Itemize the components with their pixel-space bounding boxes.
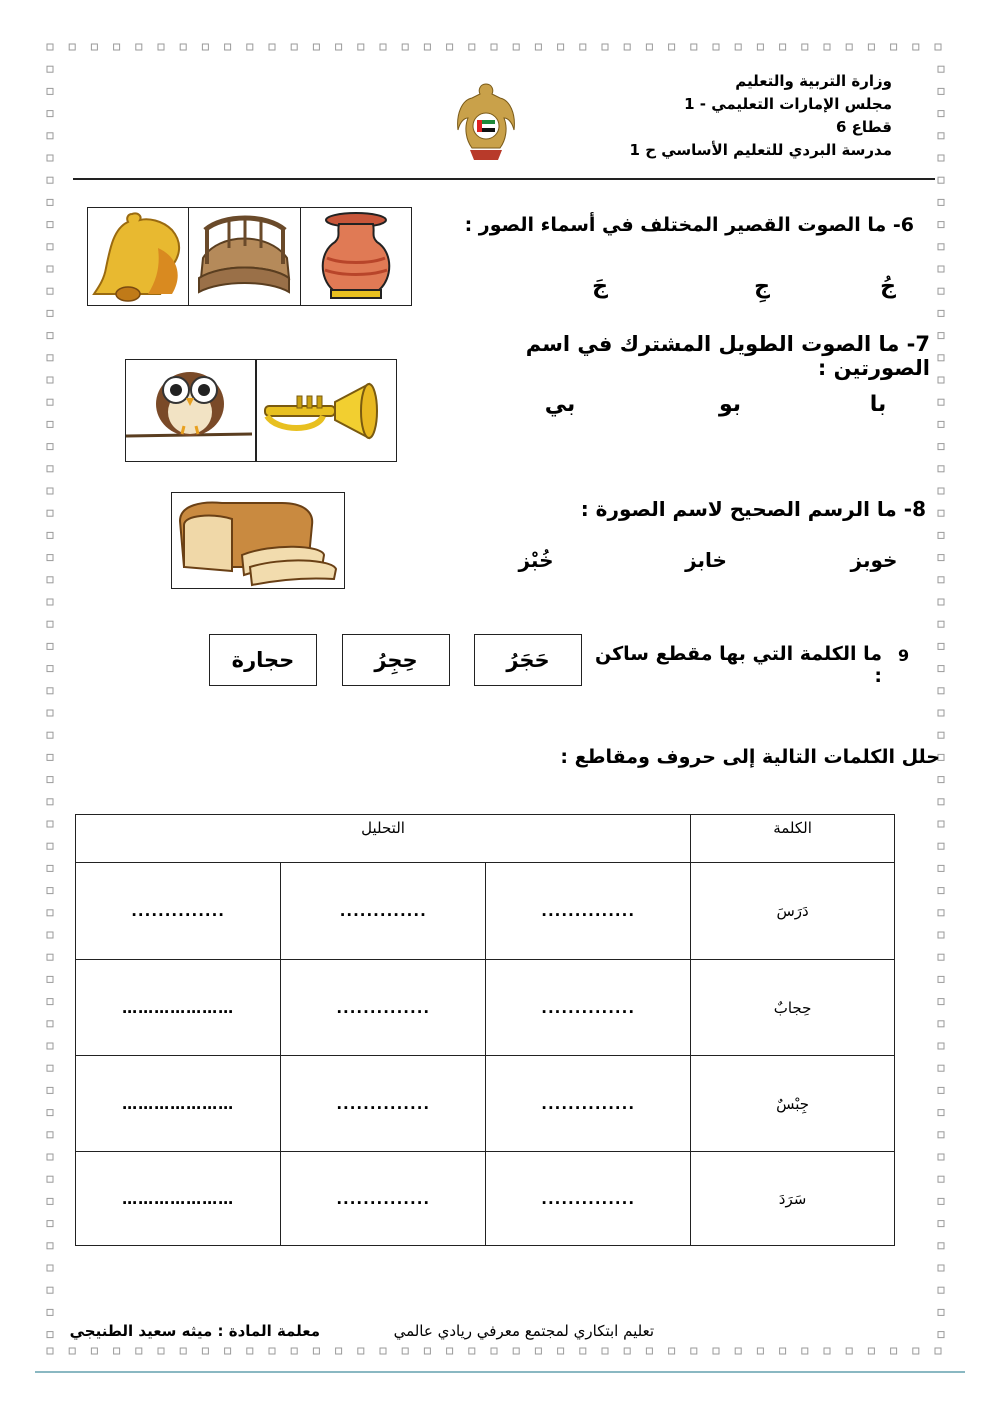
border-square	[47, 399, 53, 405]
border-square	[47, 843, 53, 849]
border-square	[47, 421, 53, 427]
answer-cell[interactable]: …………………	[76, 1152, 281, 1246]
border-square	[91, 1348, 97, 1354]
border-square	[602, 44, 608, 50]
border-square	[938, 954, 944, 960]
border-square	[47, 510, 53, 516]
border-square	[247, 1348, 253, 1354]
border-square	[938, 399, 944, 405]
word-header: الكلمة	[691, 815, 895, 863]
border-square	[47, 244, 53, 250]
border-square	[47, 643, 53, 649]
border-square	[47, 1243, 53, 1249]
border-square	[47, 976, 53, 982]
q8-option-3[interactable]: خُبْز	[518, 548, 554, 572]
footer-teacher: معلمة المادة : ميثه سعيد الطنيجي	[69, 1322, 320, 1340]
border-square	[491, 1348, 497, 1354]
footer-slogan: تعليم ابتكاري لمجتمع معرفي ريادي عالمي	[393, 1322, 654, 1340]
border-square	[913, 44, 919, 50]
answer-cell[interactable]: ..............	[281, 960, 486, 1056]
border-square	[624, 1348, 630, 1354]
border-square	[938, 444, 944, 450]
table-row	[76, 1152, 895, 1246]
border-square	[938, 532, 944, 538]
border-square	[313, 1348, 319, 1354]
border-square	[891, 1348, 897, 1354]
border-square	[47, 1065, 53, 1071]
border-square	[624, 44, 630, 50]
border-square	[735, 44, 741, 50]
analysis-header: التحليل	[76, 815, 691, 863]
border-square	[47, 333, 53, 339]
border-square	[136, 1348, 142, 1354]
word-cell: دَرَسَ	[691, 863, 895, 960]
border-square	[424, 44, 430, 50]
border-square	[938, 510, 944, 516]
border-square	[47, 222, 53, 228]
q6-option-1[interactable]: جُ	[880, 274, 896, 299]
border-square	[47, 799, 53, 805]
border-square	[247, 44, 253, 50]
border-square	[47, 932, 53, 938]
border-square	[469, 1348, 475, 1354]
border-square	[269, 1348, 275, 1354]
answer-cell[interactable]: ..............	[76, 863, 281, 960]
q6-option-3[interactable]: جَ	[592, 274, 608, 299]
border-square	[225, 44, 231, 50]
border-square	[938, 710, 944, 716]
answer-cell[interactable]: …………………	[76, 1056, 281, 1152]
border-square	[202, 1348, 208, 1354]
border-square	[336, 1348, 342, 1354]
border-square	[938, 555, 944, 561]
word-cell: سَرَدَ	[691, 1152, 895, 1246]
border-square	[47, 288, 53, 294]
border-square	[938, 1287, 944, 1293]
answer-cell[interactable]: …………………	[76, 960, 281, 1056]
border-square	[938, 377, 944, 383]
border-square	[938, 666, 944, 672]
school-header	[532, 70, 892, 162]
border-square	[513, 44, 519, 50]
border-square	[646, 44, 652, 50]
border-square	[47, 199, 53, 205]
q7-images	[125, 359, 397, 462]
answer-cell[interactable]: ..............	[281, 1152, 486, 1246]
border-square	[780, 1348, 786, 1354]
bell-image	[87, 207, 189, 306]
border-square	[47, 1087, 53, 1093]
border-square	[47, 1309, 53, 1315]
border-square	[225, 1348, 231, 1354]
border-square	[824, 44, 830, 50]
border-square	[938, 1110, 944, 1116]
border-square	[380, 1348, 386, 1354]
border-square	[47, 1265, 53, 1271]
question-7-text: 7- ما الصوت الطويل المشترك في اسم الصورتين :	[525, 332, 930, 380]
border-square	[47, 599, 53, 605]
border-square	[669, 1348, 675, 1354]
border-square	[691, 44, 697, 50]
border-square	[938, 577, 944, 583]
border-square	[114, 44, 120, 50]
border-square	[47, 310, 53, 316]
border-square	[47, 910, 53, 916]
border-square	[47, 1110, 53, 1116]
border-square	[938, 999, 944, 1005]
border-square	[938, 976, 944, 982]
border-square	[447, 44, 453, 50]
border-square	[938, 1332, 944, 1338]
border-square	[780, 44, 786, 50]
border-square	[938, 488, 944, 494]
border-square	[402, 1348, 408, 1354]
q9-option-3[interactable]: حجارة	[209, 634, 317, 686]
border-square	[535, 1348, 541, 1354]
answer-cell[interactable]: ..............	[281, 1056, 486, 1152]
border-square	[424, 1348, 430, 1354]
border-square	[938, 111, 944, 117]
border-square	[713, 44, 719, 50]
word-cell: جِبْسٌ	[691, 1056, 895, 1152]
border-square	[938, 244, 944, 250]
border-square	[69, 1348, 75, 1354]
border-square	[938, 821, 944, 827]
border-square	[938, 732, 944, 738]
border-square	[47, 88, 53, 94]
border-square	[938, 888, 944, 894]
sector-name: قطاع 6	[836, 118, 892, 136]
border-square	[47, 1021, 53, 1027]
border-square	[938, 1176, 944, 1182]
answer-cell[interactable]: ..............	[486, 1152, 691, 1246]
border-square	[938, 865, 944, 871]
border-square	[938, 1198, 944, 1204]
border-square	[47, 821, 53, 827]
answer-cell[interactable]: .............	[281, 863, 486, 960]
border-square	[47, 688, 53, 694]
border-square	[938, 155, 944, 161]
border-square	[114, 1348, 120, 1354]
border-square	[291, 1348, 297, 1354]
border-square	[47, 355, 53, 361]
border-square	[938, 1132, 944, 1138]
uae-emblem-icon	[450, 78, 522, 168]
border-square	[558, 44, 564, 50]
border-square	[868, 1348, 874, 1354]
council-name: مجلس الإمارات التعليمي - 1	[684, 95, 892, 113]
analysis-title: حلل الكلمات التالية إلى حروف ومقاطع :	[560, 746, 940, 768]
border-square	[935, 1348, 941, 1354]
border-square	[47, 1176, 53, 1182]
border-square	[158, 1348, 164, 1354]
border-square	[938, 1021, 944, 1027]
question-9-number: 9	[898, 646, 910, 665]
border-square	[202, 44, 208, 50]
border-square	[913, 1348, 919, 1354]
border-square	[47, 532, 53, 538]
trumpet-image	[257, 360, 396, 461]
border-square	[938, 599, 944, 605]
table-row	[76, 863, 895, 960]
border-square	[47, 1221, 53, 1227]
border-square	[691, 1348, 697, 1354]
border-square	[935, 44, 941, 50]
border-square	[291, 44, 297, 50]
q6-option-2[interactable]: جِ	[754, 274, 770, 299]
q7-option-2[interactable]: بو	[718, 392, 742, 417]
border-square	[735, 1348, 741, 1354]
border-square	[47, 754, 53, 760]
border-square	[938, 333, 944, 339]
border-square	[580, 1348, 586, 1354]
border-square	[313, 44, 319, 50]
answer-cell[interactable]: ..............	[486, 960, 691, 1056]
border-square	[938, 643, 944, 649]
border-square	[47, 954, 53, 960]
border-square	[938, 66, 944, 72]
border-square	[669, 44, 675, 50]
border-square	[802, 44, 808, 50]
header-divider	[73, 178, 935, 180]
q8-option-1[interactable]: خوبز	[850, 548, 898, 572]
word-cell: حِجابٌ	[691, 960, 895, 1056]
border-square	[646, 1348, 652, 1354]
border-square	[380, 44, 386, 50]
border-square	[47, 111, 53, 117]
border-square	[846, 44, 852, 50]
border-square	[938, 133, 944, 139]
border-square	[535, 44, 541, 50]
border-square	[447, 1348, 453, 1354]
border-square	[491, 44, 497, 50]
border-square	[47, 444, 53, 450]
border-square	[757, 44, 763, 50]
border-square	[938, 621, 944, 627]
border-square	[69, 44, 75, 50]
border-square	[938, 310, 944, 316]
border-square	[47, 732, 53, 738]
border-square	[938, 421, 944, 427]
answer-cell[interactable]: ..............	[486, 1056, 691, 1152]
school-name: مدرسة البردي للتعليم الأساسي ح 1	[629, 141, 892, 159]
bridge-image	[188, 207, 301, 306]
border-square	[580, 44, 586, 50]
border-square	[938, 288, 944, 294]
border-square	[180, 44, 186, 50]
border-square	[938, 799, 944, 805]
border-square	[938, 688, 944, 694]
border-square	[938, 1221, 944, 1227]
border-square	[938, 199, 944, 205]
border-square	[938, 355, 944, 361]
border-square	[938, 777, 944, 783]
border-square	[47, 710, 53, 716]
border-square	[47, 155, 53, 161]
table-row	[76, 960, 895, 1056]
border-square	[938, 1309, 944, 1315]
border-square	[713, 1348, 719, 1354]
border-square	[136, 44, 142, 50]
border-square	[802, 1348, 808, 1354]
border-square	[47, 466, 53, 472]
border-square	[47, 266, 53, 272]
border-square	[47, 621, 53, 627]
question-8-text: 8- ما الرسم الصحيح لاسم الصورة :	[580, 497, 926, 521]
border-square	[47, 888, 53, 894]
q9-option-2[interactable]: حِجِرُ	[342, 634, 450, 686]
border-square	[47, 66, 53, 72]
border-square	[180, 1348, 186, 1354]
question-6-text: 6- ما الصوت القصير المختلف في أسماء الصور :	[464, 214, 914, 236]
border-square	[938, 177, 944, 183]
border-square	[868, 44, 874, 50]
q9-option-1[interactable]: حَجَرُ	[474, 634, 582, 686]
border-square	[402, 44, 408, 50]
footer-line	[35, 1371, 965, 1373]
border-square	[558, 1348, 564, 1354]
question-9-text: ما الكلمة التي بها مقطع ساكن :	[594, 643, 882, 687]
border-square	[938, 1265, 944, 1271]
border-square	[938, 932, 944, 938]
border-square	[824, 1348, 830, 1354]
border-square	[47, 177, 53, 183]
border-square	[47, 488, 53, 494]
border-square	[469, 44, 475, 50]
border-square	[47, 1154, 53, 1160]
border-square	[938, 1065, 944, 1071]
border-square	[47, 1348, 53, 1354]
border-square	[47, 133, 53, 139]
border-square	[47, 777, 53, 783]
border-square	[891, 44, 897, 50]
border-square	[269, 44, 275, 50]
border-square	[47, 44, 53, 50]
q7-option-3[interactable]: بي	[544, 392, 576, 417]
border-square	[47, 999, 53, 1005]
border-square	[47, 1043, 53, 1049]
analysis-table	[75, 814, 895, 1246]
vase-image	[300, 207, 412, 306]
border-square	[158, 44, 164, 50]
border-square	[938, 910, 944, 916]
border-square	[47, 577, 53, 583]
border-square	[757, 1348, 763, 1354]
border-square	[47, 555, 53, 561]
border-square	[47, 1198, 53, 1204]
bread-image	[171, 492, 345, 589]
border-square	[336, 44, 342, 50]
border-square	[358, 44, 364, 50]
border-square	[938, 222, 944, 228]
border-square	[938, 266, 944, 272]
border-square	[938, 1154, 944, 1160]
border-square	[938, 466, 944, 472]
q7-option-1[interactable]: با	[869, 392, 887, 417]
border-square	[47, 666, 53, 672]
border-square	[938, 1243, 944, 1249]
border-square	[91, 44, 97, 50]
border-square	[47, 865, 53, 871]
border-square	[47, 1132, 53, 1138]
border-square	[938, 1043, 944, 1049]
border-square	[47, 1287, 53, 1293]
border-square	[513, 1348, 519, 1354]
owl-image	[126, 360, 255, 461]
q8-option-2[interactable]: خابز	[685, 548, 727, 572]
border-square	[47, 377, 53, 383]
border-square	[938, 88, 944, 94]
border-square	[938, 1087, 944, 1093]
answer-cell[interactable]: ..............	[486, 863, 691, 960]
table-row	[76, 1056, 895, 1152]
border-square	[602, 1348, 608, 1354]
border-square	[938, 843, 944, 849]
border-square	[358, 1348, 364, 1354]
border-square	[846, 1348, 852, 1354]
ministry-name: وزارة التربية والتعليم	[735, 72, 892, 90]
